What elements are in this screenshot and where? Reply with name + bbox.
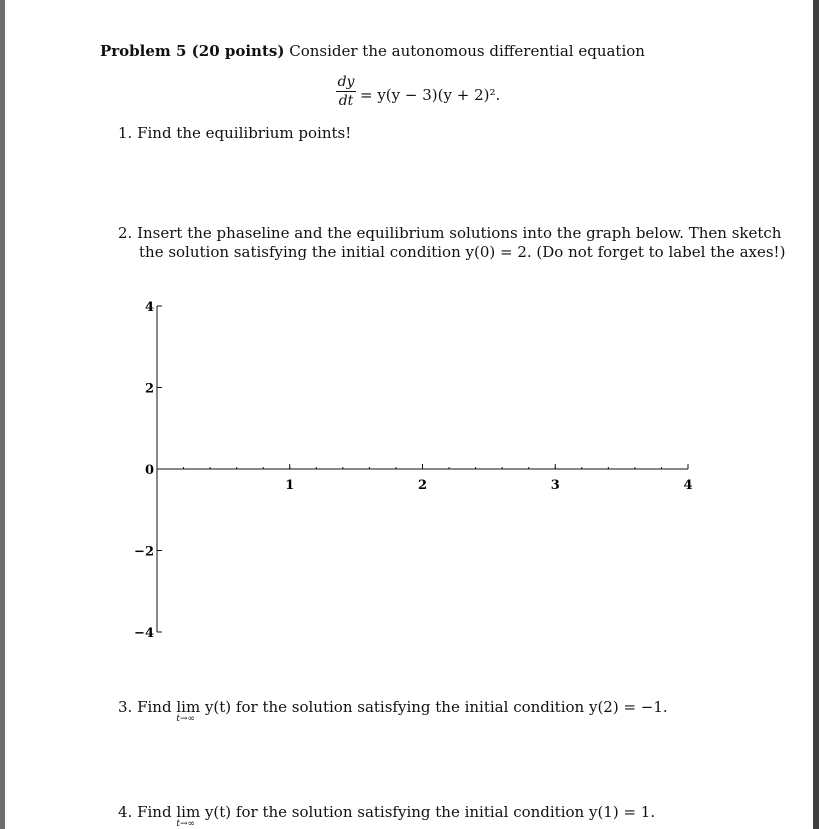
x-tick-label: 3 [550,478,560,493]
y-tick-label: 4 [144,300,154,315]
fraction-denominator: dt [338,93,354,109]
problem-heading: Problem 5 (20 points) [100,42,285,60]
question-4: 4. Find lim t→∞ y(t) for the solution satisfying the initial condition y(1) = 1. [118,803,656,829]
y-ticks [134,300,162,641]
x-tick-label: 4 [683,478,693,493]
question-2-number: 2. [118,224,133,242]
question-4-number: 4. [118,803,133,821]
question-1-number: 1. [118,124,133,142]
y-tick-label: −4 [134,626,154,641]
limit-operator: lim t→∞ [176,698,201,724]
x-tick-label: 2 [417,478,428,493]
question-3-number: 3. [118,698,133,716]
question-3: 3. Find lim t→∞ y(t) for the solution satisfying the initial condition y(2) = −1. [118,698,668,724]
question-2-line-1: 2. Insert the phaseline and the equilibrium solutions into the graph below. Then sketch [118,224,782,242]
x-ticks [184,464,693,493]
y-tick-label: 0 [144,463,154,478]
fraction-numerator: dy [337,74,355,90]
limit-operator: lim t→∞ [176,803,201,829]
problem-intro: Consider the autonomous differential equation [289,42,645,60]
y-tick-label: 2 [144,381,154,397]
y-tick-label: −2 [134,544,154,560]
question-2-line-2: the solution satisfying the initial condition y(0) = 2. (Do not forget to label the axes!) [139,243,786,261]
x-tick-label: 1 [285,478,295,493]
question-1-text: Find the equilibrium points! [137,124,352,142]
equation-rhs: = y(y − 3)(y + 2)². [360,86,501,104]
